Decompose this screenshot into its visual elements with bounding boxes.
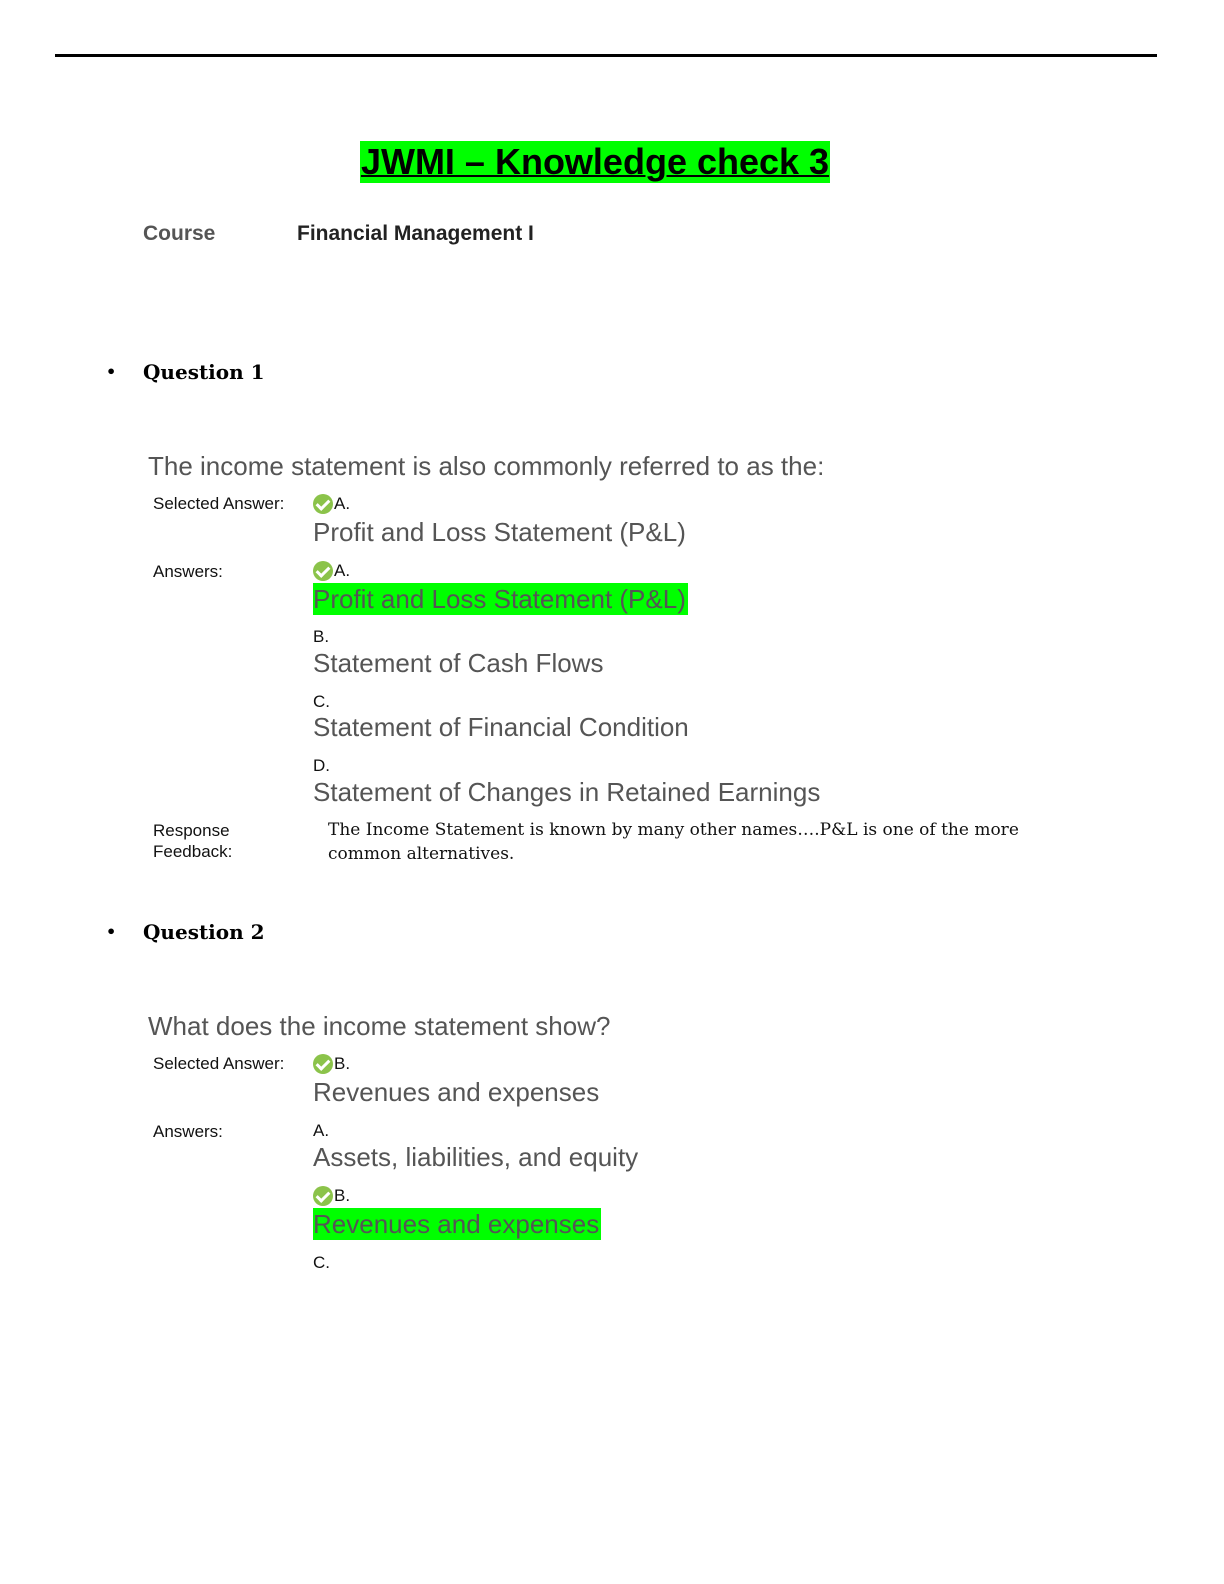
answers-label: Answers: <box>153 1122 223 1141</box>
question-1-prompt: The income statement is also commonly referred to as the: <box>148 451 825 481</box>
selected-answer-letter <box>313 493 350 515</box>
selected-answer-letter <box>313 1053 350 1075</box>
check-circle-icon <box>313 1054 333 1074</box>
check-circle-icon <box>313 1186 333 1206</box>
bullet-icon: • <box>106 922 117 941</box>
selected-answer-label: Selected Answer: <box>153 494 285 513</box>
selected-answer-text: Profit and Loss Statement (P&L) <box>313 517 686 547</box>
question-2-heading <box>106 920 265 944</box>
check-circle-icon <box>313 494 333 514</box>
question-1-heading <box>106 360 265 384</box>
answer-text: Statement of Cash Flows <box>313 648 604 678</box>
answer-text: Assets, liabilities, and equity <box>313 1142 639 1172</box>
answer-letter: C. <box>313 692 330 711</box>
answer-letter <box>313 1185 350 1207</box>
course-value: Financial Management I <box>297 222 534 245</box>
top-rule <box>55 54 1157 57</box>
question-1-title: Question 1 <box>143 360 265 384</box>
selected-answer-text: Revenues and expenses <box>313 1077 600 1107</box>
selected-answer-label: Selected Answer: <box>153 1054 285 1073</box>
answer-text: Statement of Changes in Retained Earnings <box>313 777 821 807</box>
selected-answer-letter-text: A. <box>334 494 351 513</box>
bullet-icon: • <box>106 362 117 381</box>
check-circle-icon <box>313 561 333 581</box>
selected-answer-letter-text: B. <box>334 1054 351 1073</box>
page-title: JWMI – Knowledge check 3 <box>360 141 830 182</box>
answer-letter <box>313 560 350 582</box>
answer-letter-text: A. <box>334 561 351 580</box>
answer-letter: C. <box>313 1253 330 1272</box>
answers-label: Answers: <box>153 562 223 581</box>
course-label: Course <box>143 222 216 245</box>
answer-letter-text: B. <box>334 1186 351 1205</box>
answer-letter: D. <box>313 756 330 775</box>
question-2-prompt: What does the income statement show? <box>148 1011 611 1041</box>
answer-letter: A. <box>313 1121 330 1140</box>
answer-text-correct: Revenues and expenses <box>313 1209 600 1239</box>
answer-text-correct: Profit and Loss Statement (P&L) <box>313 584 686 614</box>
response-feedback-text: The Income Statement is known by many other names….P&L is one of the more common alternatives. <box>328 820 1019 864</box>
answer-text: Statement of Financial Condition <box>313 712 689 742</box>
title-container <box>0 141 1190 183</box>
answer-letter: B. <box>313 627 330 646</box>
response-feedback-label: Response Feedback: <box>153 821 233 861</box>
question-2-title: Question 2 <box>143 920 265 944</box>
